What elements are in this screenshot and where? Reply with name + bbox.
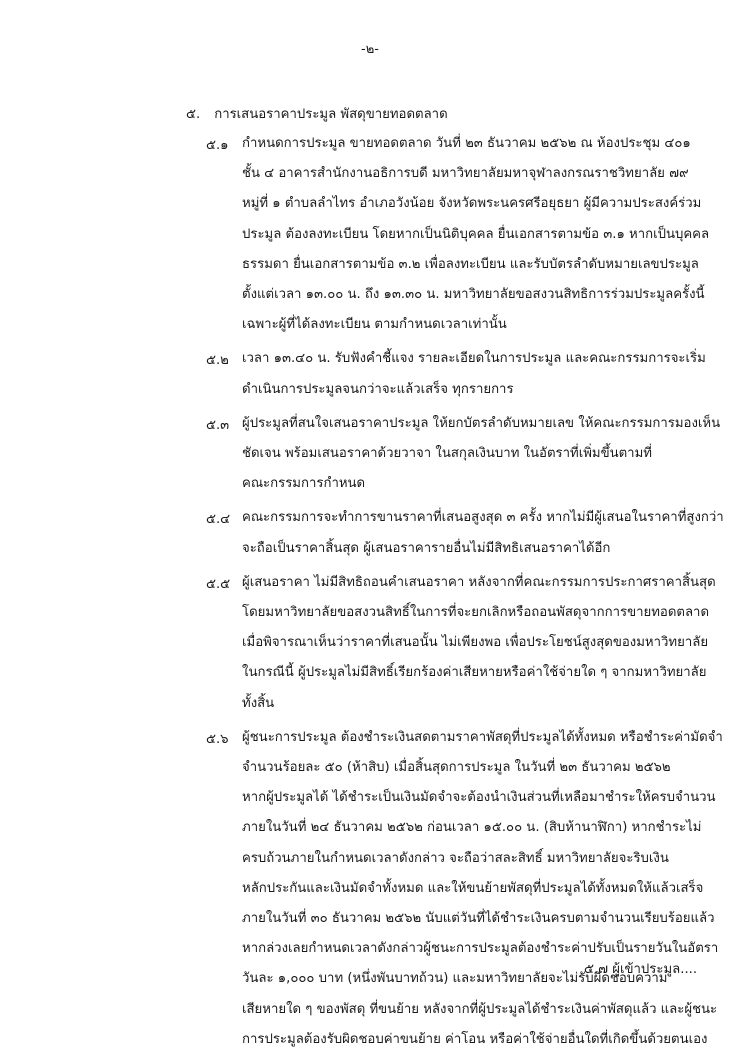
clause-text-line: ครบถ้วนภายในกำหนดเวลาดังกล่าว จะถือว่าสละสิทธิ์ มหาวิทยาลัยจะริบเงิน: [242, 850, 669, 866]
clause-text-line: ผู้ประมูลที่สนใจเสนอราคาประมูล ให้ยกบัตรลำดับหมายเลข ให้คณะกรรมการมองเห็น: [242, 415, 721, 431]
clause-text-line: ทั้งสิ้น: [242, 695, 275, 711]
clause-text-line: วันละ ๑,๐๐๐ บาท (หนึ่งพันบาทถ้วน) และมหาวิทยาลัยจะไม่รับผิดชอบความ: [242, 971, 668, 987]
clause-text-line: การประมูลต้องรับผิดชอบค่าขนย้าย ค่าโอน หรือค่าใช้จ่ายอื่นใดที่เกิดขึ้นด้วยตนเอง: [242, 1031, 708, 1047]
section-heading: [186, 103, 448, 124]
clause-text-line: ดำเนินการประมูลจนกว่าจะแล้วเสร็จ ทุกรายการ: [242, 381, 514, 397]
clause-text-line: หากล่วงเลยกำหนดเวลาดังกล่าวผู้ชนะการประมูลต้องชำระค่าปรับเป็นรายวันในอัตรา: [242, 941, 719, 957]
clause-text-line: จำนวนร้อยละ ๕๐ (ห้าสิบ) เมื่อสิ้นสุดการประมูล ในวันที่ ๒๓ ธันวาคม ๒๕๖๒: [242, 759, 671, 775]
clause-text-line: คณะกรรมการกำหนด: [242, 476, 366, 492]
clause-text-line: คณะกรรมการจะทำการขานราคาที่เสนอสูงสุด ๓ ครั้ง หากไม่มีผู้เสนอในราคาที่สูงกว่า: [242, 510, 724, 526]
clause-text-line: ชัดเจน พร้อมเสนอราคาด้วยวาจา ในสกุลเงินบาท ในอัตราที่เพิ่มขึ้นตามที่: [242, 445, 652, 461]
clause-text-line: เสียหายใด ๆ ของพัสดุ ที่ขนย้าย หลังจากที่ผู้ประมูลได้ชำระเงินค่าพัสดุแล้ว และผู้ชนะ: [242, 1001, 718, 1017]
clause-number: ๕.๖: [206, 731, 229, 747]
clause-number: ๕.๒: [206, 353, 229, 369]
clause-text-line: ชั้น ๔ อาคารสำนักงานอธิการบดี มหาวิทยาลัยมหาจุฬาลงกรณราชวิทยาลัย ๗๙: [242, 166, 689, 182]
clause-text-line: จะถือเป็นราคาสิ้นสุด ผู้เสนอราคารายอื่นไม่มีสิทธิเสนอราคาได้อีก: [242, 540, 611, 556]
clause-text-line: ภายในวันที่ ๒๔ ธันวาคม ๒๕๖๒ ก่อนเวลา ๑๕.๐๐ น. (สิบห้านาฬิกา) หากชำระไม่: [242, 820, 702, 836]
next-page-reference: ๕.๗ ผู้เข้าประมูล....: [584, 962, 698, 977]
clause-number: ๕.๕: [206, 576, 231, 592]
clause-text-line: ผู้ชนะการประมูล ต้องชำระเงินสดตามราคาพัสดุที่ประมูลได้ทั้งหมด หรือชำระค่ามัดจำ: [242, 729, 723, 745]
clause-text-line: ธรรมดา ยื่นเอกสารตามข้อ ๓.๒ เพื่อลงทะเบียน และรับบัตรลำดับหมายเลขประมูล: [242, 256, 699, 272]
section-title: การเสนอราคาประมูล พัสดุขายทอดตลาด: [214, 107, 448, 122]
page-number: -๒-: [361, 42, 379, 57]
clause-number: ๕.๓: [206, 417, 230, 433]
clause-text-line: เฉพาะผู้ที่ได้ลงทะเบียน ตามกำหนดเวลาเท่านั้น: [242, 317, 507, 333]
clause-text-line: ผู้เสนอราคา ไม่มีสิทธิถอนคำเสนอราคา หลังจากที่คณะกรรมการประกาศราคาสิ้นสุด: [242, 574, 716, 590]
clause-text-line: ประมูล ต้องลงทะเบียน โดยหากเป็นนิติบุคคล ยื่นเอกสารตามข้อ ๓.๑ หากเป็นบุคคล: [242, 226, 710, 242]
clause-text-line: หลักประกันและเงินมัดจำทั้งหมด และให้ขนย้ายพัสดุที่ประมูลได้ทั้งหมดให้แล้วเสร็จ: [242, 880, 704, 896]
clause-text-line: เวลา ๑๓.๔๐ น. รับฟังคำชี้แจง รายละเอียดในการประมูล และคณะกรรมการจะเริ่ม: [242, 351, 706, 367]
clause-text-line: ภายในวันที่ ๓๐ ธันวาคม ๒๕๖๒ นับแต่วันที่ได้ชำระเงินครบตามจำนวนเรียบร้อยแล้ว: [242, 910, 715, 926]
section-number: ๕.: [186, 107, 201, 122]
clause-text-line: กำหนดการประมูล ขายทอดตลาด วันที่ ๒๓ ธันวาคม ๒๕๖๒ ณ ห้องประชุม ๔๐๑: [242, 136, 691, 151]
clause-text-line: ในกรณีนี้ ผู้ประมูลไม่มีสิทธิ์เรียกร้องค่าเสียหายหรือค่าใช้จ่ายใด ๆ จากมหาวิทยาลัย: [242, 665, 707, 681]
clause-text-line: ตั้งแต่เวลา ๑๓.๐๐ น. ถึง ๑๓.๓๐ น. มหาวิทยาลัยขอสงวนสิทธิการร่วมประมูลครั้งนี้: [242, 287, 705, 302]
clause-text-line: หากผู้ประมูลได้ ได้ชำระเป็นเงินมัดจำจะต้องนำเงินส่วนที่เหลือมาชำระให้ครบจำนวน: [242, 790, 716, 806]
clause-text-line: เมื่อพิจารณาเห็นว่าราคาที่เสนอนั้น ไม่เพียงพอ เพื่อประโยชน์สูงสุดของมหาวิทยาลัย: [242, 635, 709, 651]
clause-number: ๕.๑: [206, 138, 229, 153]
clause-number: ๕.๔: [206, 512, 231, 528]
clause-text-line: โดยมหาวิทยาลัยขอสงวนสิทธิ์ในการที่จะยกเลิกหรือถอนพัสดุจากการขายทอดตลาด: [242, 604, 710, 620]
clause-text-line: หมู่ที่ ๑ ตำบลลำไทร อำเภอวังน้อย จังหวัดพระนครศรีอยุธยา ผู้มีความประสงค์ร่วม: [242, 196, 702, 212]
